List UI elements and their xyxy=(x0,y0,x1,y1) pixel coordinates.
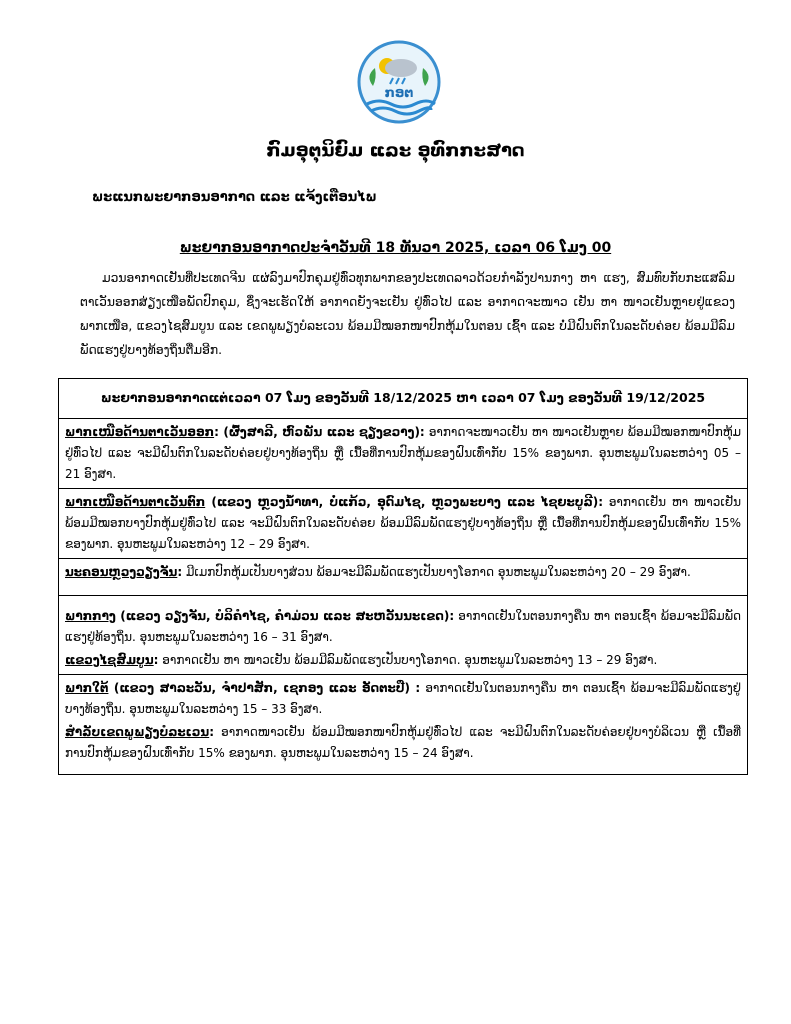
region-name: ພາກໃຕ້ xyxy=(65,681,109,695)
region-name: ພາກກາງ xyxy=(65,609,116,623)
region-provinces: : xyxy=(177,565,183,579)
forecast-table xyxy=(58,378,748,775)
division-name: ພະແນກພະຍາກອນອາກາດ ແລະ ແຈ້ງເຕືອນໄພ xyxy=(92,190,377,205)
subregion-name: ສຳລັບເຂດພູພຽງບໍລະເວນ xyxy=(65,725,210,739)
subregion-name: ແຂວງໄຊສົມບູນ xyxy=(65,653,154,667)
department-logo xyxy=(357,40,441,124)
logo-text: ກອຕ xyxy=(384,86,414,101)
region-forecast: ອາກາດເຢັນໃນຕອນກາງຄືນ ຫາ ຕອນເຊົ້າ ພ້ອມຈະມີລົມພັດແຮງຢູ່ທ້ອງຖິ່ນ. ອຸນຫະພູມໃນລະຫວ່າງ 16 – 31 ອົງສາ. xyxy=(65,609,741,644)
region-name: ນະຄອນຫຼວງວຽງຈັນ xyxy=(65,565,178,579)
table-row xyxy=(59,489,748,559)
logo-cloud-icon xyxy=(385,59,417,77)
region-provinces: (ແຂວງ ຫຼວງນ້ຳທາ, ບໍ່ແກ້ວ, ອຸດົມໄຊ, ຫຼວງພະບາງ ແລະ ໄຊຍະບູລີ): xyxy=(205,495,604,509)
forecast-table-header: ພະຍາກອນອາກາດແຕ່ເວລາ 07 ໂມງ ຂອງວັນທີ 18/12/2025 ຫາ ເວລາ 07 ໂມງ ຂອງວັນທີ 19/12/2025 xyxy=(59,379,748,419)
region-provinces: : (ຜົ້ງສາລີ, ຫົວພັນ ແລະ ຊຽງຂວາງ): xyxy=(214,425,425,439)
region-provinces: (ແຂວງ ວຽງຈັນ, ບໍລິຄຳໄຊ, ຄຳມ່ວນ ແລະ ສະຫວັນນະເຂດ): xyxy=(115,609,455,623)
table-row xyxy=(59,559,748,596)
region-forecast: ມີເມກປົກຫຸ້ມເປັນບາງສ່ວນ ພ້ອມຈະມີລົມພັດແຮງເປັນບາງໂອກາດ ອຸນຫະພູມໃນລະຫວ່າງ 20 – 29 ອົງສາ. xyxy=(185,565,691,579)
region-name: ພາກເໜືອດ້ານຕາເວັນຕົກ xyxy=(65,495,206,509)
table-row xyxy=(59,419,748,489)
region-name: ພາກເໜືອດ້ານຕາເວັນອອກ xyxy=(65,425,215,439)
subregion-forecast: ອາກາດເຢັນ ຫາ ໜາວເຢັນ ພ້ອມມີລົມພັດແຮງເປັນບາງໂອກາດ. ອຸນຫະພູມໃນລະຫວ່າງ 13 – 29 ອົງສາ. xyxy=(162,653,658,667)
region-forecast: ອາກາດຈະໜາວເຢັນ ຫາ ໜາວເຢັນຫຼາຍ ພ້ອມມີໝອກໜາປົກຫຸ້ມຢູ່ທົ່ວໄປ ແລະ ຈະມີຝົນຕົກໃນລະດັບຄ່ອຍຢູ່ບາງທ້ອງຖິ່ນ ຫຼື ເນື້ອທີ່ການປົກຫຸ້ມຂອງຝົນເທົ່າກັບ 15% ຂອງພາກ. ອຸນຫະພູມໃນລະຫວ່າງ 05 – 21 ອົງສາ. xyxy=(65,425,741,481)
forecast-intro: ມວນອາກາດເຢັນທີ່ປະເທດຈີນ ແຜ່ລົງມາປົກຄຸມຢູ່ທົ່ວທຸກພາກຂອງປະເທດລາວດ້ວຍກຳລັງປານກາງ ຫາ ແຮງ, ສົມທົບກັບກະແສລົມຕາເວັນອອກສ່ຽງເໜືອພັດປົກຄຸມ, ຊຶ່ງຈະເຮັດໃຫ້ ອາກາດຍັງຈະເຢັນ ຢູ່ທົ່ວໄປ ແລະ ອາກາດຈະໜາວ ເຢັນ ຫາ ໜາວເຢັນຫຼາຍຢູ່ແຂວງພາກເໜືອ, ແຂວງໄຊສົມບູນ ແລະ ເຂດພູພຽງບໍລະເວນ ພ້ອມມີໝອກໜາປົກຫຸ້ມໃນຕອນ ເຊົ້າ ແລະ ບໍ່ມີຝົນຕົກໃນລະດັບຄ່ອຍ ພ້ອມມີລົມພັດແຮງຢູ່ບາງທ້ອງຖິ່ນຕື່ມອີກ. xyxy=(80,271,735,357)
subregion-forecast: ອາກາດໜາວເຢັນ ພ້ອມມີໝອກໜາປົກຫຸ້ມຢູ່ທົ່ວໄປ ແລະ ຈະມີຝົນຕົກໃນລະດັບຄ່ອຍຢູ່ບາງບໍລິເວນ ຫຼື ເນື້ອທີ່ການປົກຫຸ້ມຂອງຝົນເທົ່າກັບ 15% ຂອງພາກ. ອຸນຫະພູມໃນລະຫວ່າງ 15 – 24 ອົງສາ. xyxy=(65,725,741,760)
department-name: ກົມອຸຕຸນິຍົມ ແລະ ອຸທົກກະສາດ xyxy=(266,140,525,161)
table-row: ພາກກາງ (ແຂວງ ວຽງຈັນ, ບໍລິຄຳໄຊ, ຄຳມ່ວນ ແລະ ສະຫວັນນະເຂດ): ອາກາດເຢັນໃນຕອນກາງຄືນ ຫາ ຕອນເຊົ້າ ພ້ອມຈະມີລົມພັດແຮງຢູ່ທ້ອງຖິ່ນ. ອຸນຫະພູມໃນລະຫວ່າງ 16 – 31 ອົງສາ. ແຂວງໄຊສົມບູນ: ອາກາດເຢັນ ຫາ ໜາວເຢັນ ພ້ອມມີລົມພັດແຮງເປັນບາງໂອກາດ. ອຸນຫະພູມໃນລະຫວ່າງ 13 – 29 ອົງສາ. xyxy=(59,596,748,675)
region-forecast: ອາກາດເຢັນໃນຕອນກາງຄືນ ຫາ ຕອນເຊົ້າ ພ້ອມຈະມີລົມພັດແຮງຢູ່ບາງທ້ອງຖິ່ນ. ອຸນຫະພູມໃນລະຫວ່າງ 15 – 33 ອົງສາ. xyxy=(65,681,741,716)
table-row: ພາກໃຕ້ (ແຂວງ ສາລະວັນ, ຈຳປາສັກ, ເຊກອງ ແລະ ອັດຕະປື) : ອາກາດເຢັນໃນຕອນກາງຄືນ ຫາ ຕອນເຊົ້າ ພ້ອມຈະມີລົມພັດແຮງຢູ່ບາງທ້ອງຖິ່ນ. ອຸນຫະພູມໃນລະຫວ່າງ 15 – 33 ອົງສາ. ສຳລັບເຂດພູພຽງບໍລະເວນ: ອາກາດໜາວເຢັນ ພ້ອມມີໝອກໜາປົກຫຸ້ມຢູ່ທົ່ວໄປ ແລະ ຈະມີຝົນຕົກໃນລະດັບຄ່ອຍຢູ່ບາງບໍລິເວນ ຫຼື ເນື້ອທີ່ການປົກຫຸ້ມຂອງຝົນເທົ່າກັບ 15% ຂອງພາກ. ອຸນຫະພູມໃນລະຫວ່າງ 15 – 24 ອົງສາ. xyxy=(59,675,748,775)
region-forecast: ອາກາດເຢັນ ຫາ ໜາວເຢັນ ພ້ອມມີໝອກບາງປົກຫຸ້ມຢູ່ທົ່ວໄປ ແລະ ຈະມີຝົນຕົກໃນລະດັບຄ່ອຍ ພ້ອມມີລົມພັດແຮງຢູ່ບາງທ້ອງຖິ່ນ ຫຼື ເນື້ອທີ່ການປົກຫຸ້ມຂອງຝົນເທົ່າກັບ 15% ຂອງພາກ. ອຸນຫະພູມໃນລະຫວ່າງ 12 – 29 ອົງສາ. xyxy=(65,495,741,551)
forecast-title: ພະຍາກອນອາກາດປະຈຳວັນທີ 18 ທັນວາ 2025, ເວລາ 06 ໂມງ 00 xyxy=(179,240,612,256)
region-provinces: (ແຂວງ ສາລະວັນ, ຈຳປາສັກ, ເຊກອງ ແລະ ອັດຕະປື) : xyxy=(108,681,421,695)
